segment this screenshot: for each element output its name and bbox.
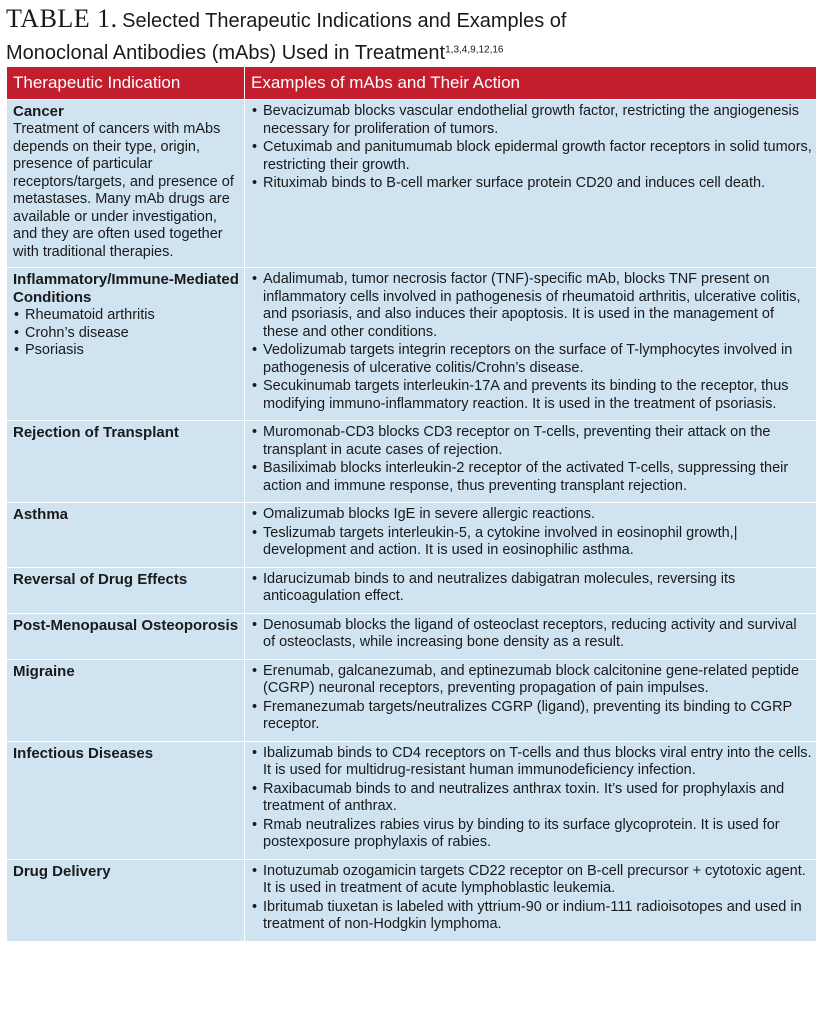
table-row xyxy=(7,100,817,268)
examples-cell xyxy=(245,503,817,568)
examples-cell xyxy=(245,100,817,268)
table-row xyxy=(7,859,817,941)
examples-cell xyxy=(245,659,817,741)
examples-cell xyxy=(245,567,817,613)
indication-cell xyxy=(7,859,245,941)
mab-example-item: • Inotuzumab ozogamicin targets CD22 receptor on B-cell precursor + cytotoxic agent. It is used in treatment of acute lymphoblastic leukemia. xyxy=(251,863,812,898)
mab-example-item: • Raxibacumab binds to and neutralizes anthrax toxin. It’s used for prophylaxis and treatment of anthrax. xyxy=(251,781,812,816)
mab-examples-list xyxy=(251,506,812,560)
examples-cell xyxy=(245,859,817,941)
indication-name: Inflammatory/Immune-Mediated Conditions xyxy=(13,271,239,306)
mab-examples-list xyxy=(251,571,812,606)
mab-example-item: • Bevacizumab blocks vascular endothelial growth factor, restricting the angiogenesis necessary for proliferation of tumors. xyxy=(251,103,812,138)
mab-example-item: • Idarucizumab binds to and neutralizes dabigatran molecules, reversing its anticoagulation effect. xyxy=(251,571,812,606)
indication-description: Treatment of cancers with mAbs depends on their type, origin, presence of particular receptors/targets, and presence of metastases. Many mAb drugs are available or under investigation, and they are often used together with traditional therapies. xyxy=(13,121,234,260)
table-row xyxy=(7,268,817,421)
indication-name: Reversal of Drug Effects xyxy=(13,570,188,588)
mab-example-item: • Muromonab-CD3 blocks CD3 receptor on T-cells, preventing their attack on the transplant in acute cases of rejection. xyxy=(251,424,812,459)
indication-cell xyxy=(7,567,245,613)
mab-example-item: • Omalizumab blocks IgE in severe allergic reactions. xyxy=(251,506,812,524)
mab-examples-list xyxy=(251,103,812,193)
indication-name: Asthma xyxy=(13,506,69,523)
indication-name: Infectious Diseases xyxy=(13,744,154,762)
mab-example-item: • Basiliximab blocks interleukin-2 receptor of the activated T-cells, suppressing their action and immune response, thus preventing transplant rejection. xyxy=(251,460,812,495)
title-references: 1,3,4,9,12,16 xyxy=(445,44,504,56)
mab-examples-list xyxy=(251,271,812,413)
table-title xyxy=(6,4,816,70)
title-line-1 xyxy=(6,4,816,38)
mab-example-item: • Secukinumab targets interleukin-17A and prevents its binding to the receptor, thus modifying immuno-inflammatory reaction. It is used in the treatment of psoriasis. xyxy=(251,378,812,413)
condition-item: • Rheumatoid arthritis xyxy=(13,307,240,325)
therapeutic-indications-table xyxy=(6,66,817,942)
table-row xyxy=(7,503,817,568)
mab-example-item: • Ibalizumab binds to CD4 receptors on T-cells and thus blocks viral entry into the cells. It is used for multidrug-resistant human immunodeficiency infection. xyxy=(251,745,812,780)
mab-examples-list xyxy=(251,745,812,852)
mab-example-item: • Cetuximab and panitumumab block epidermal growth factor receptors in solid tumors, restricting their growth. xyxy=(251,139,812,174)
table-row xyxy=(7,567,817,613)
mab-example-item: • Denosumab blocks the ligand of osteoclast receptors, reducing activity and survival of osteoclasts, while increasing bone density as a result. xyxy=(251,617,812,652)
condition-list xyxy=(13,307,240,360)
condition-item: • Psoriasis xyxy=(13,342,240,360)
mab-example-item: • Teslizumab targets interleukin-5, a cytokine involved in eosinophil growth,| development and action. It is used in eosinophilic asthma. xyxy=(251,525,812,560)
indication-name: Post-Menopausal Osteoporosis xyxy=(13,616,239,634)
header-therapeutic-indication: Therapeutic Indication xyxy=(7,67,245,100)
indication-cell xyxy=(7,613,245,659)
mab-examples-list xyxy=(251,663,812,734)
indication-name: Drug Delivery xyxy=(13,862,111,880)
examples-cell xyxy=(245,421,817,503)
table-label: TABLE 1. xyxy=(6,4,118,33)
indication-name: Cancer xyxy=(13,103,64,120)
indication-cell xyxy=(7,100,245,268)
mab-example-item: • Fremanezumab targets/neutralizes CGRP (ligand), preventing its binding to CGRP receptor. xyxy=(251,699,812,734)
table-row xyxy=(7,659,817,741)
indication-name: Rejection of Transplant xyxy=(13,424,179,441)
mab-example-item: • Vedolizumab targets integrin receptors on the surface of T-lymphocytes involved in pathogenesis of ulcerative colitis/Crohn’s disease. xyxy=(251,342,812,377)
indication-name: Migraine xyxy=(13,662,75,680)
indication-cell xyxy=(7,659,245,741)
mab-example-item: • Adalimumab, tumor necrosis factor (TNF)-specific mAb, blocks TNF present on inflammatory cells involved in pathogenesis of rheumatoid arthritis, ulcerative colitis, and psoriasis, and also induces their apoptosis. It is used in the management of these and other conditions. xyxy=(251,271,812,341)
title-text-line-1: Selected Therapeutic Indications and Examples of xyxy=(122,10,567,32)
examples-cell xyxy=(245,268,817,421)
examples-cell xyxy=(245,613,817,659)
indication-cell xyxy=(7,268,245,421)
mab-example-item: • Rituximab binds to B-cell marker surface protein CD20 and induces cell death. xyxy=(251,175,812,193)
condition-item: • Crohn’s disease xyxy=(13,325,240,343)
mab-example-item: • Rmab neutralizes rabies virus by binding to its surface glycoprotein. It is used for postexposure prophylaxis of rabies. xyxy=(251,817,812,852)
mab-examples-list xyxy=(251,617,812,652)
table-header-row xyxy=(7,67,817,100)
mab-examples-list xyxy=(251,863,812,934)
table-row xyxy=(7,741,817,859)
mab-example-item: • Ibritumab tiuxetan is labeled with yttrium-90 or indium-111 radioisotopes and used in treatment of non-Hodgkin lymphoma. xyxy=(251,899,812,934)
table-body xyxy=(7,100,817,942)
header-examples-of-mabs: Examples of mAbs and Their Action xyxy=(245,67,817,100)
title-text-line-2: Monoclonal Antibodies (mAbs) Used in Treatment xyxy=(6,42,446,64)
mab-example-item: • Erenumab, galcanezumab, and eptinezumab block calcitonine gene-related peptide (CGRP) neuronal receptors, preventing propagation of pain impulses. xyxy=(251,663,812,698)
indication-cell xyxy=(7,421,245,503)
indication-cell xyxy=(7,503,245,568)
examples-cell xyxy=(245,741,817,859)
table-row xyxy=(7,421,817,503)
mab-examples-list xyxy=(251,424,812,495)
indication-cell xyxy=(7,741,245,859)
table-row xyxy=(7,613,817,659)
